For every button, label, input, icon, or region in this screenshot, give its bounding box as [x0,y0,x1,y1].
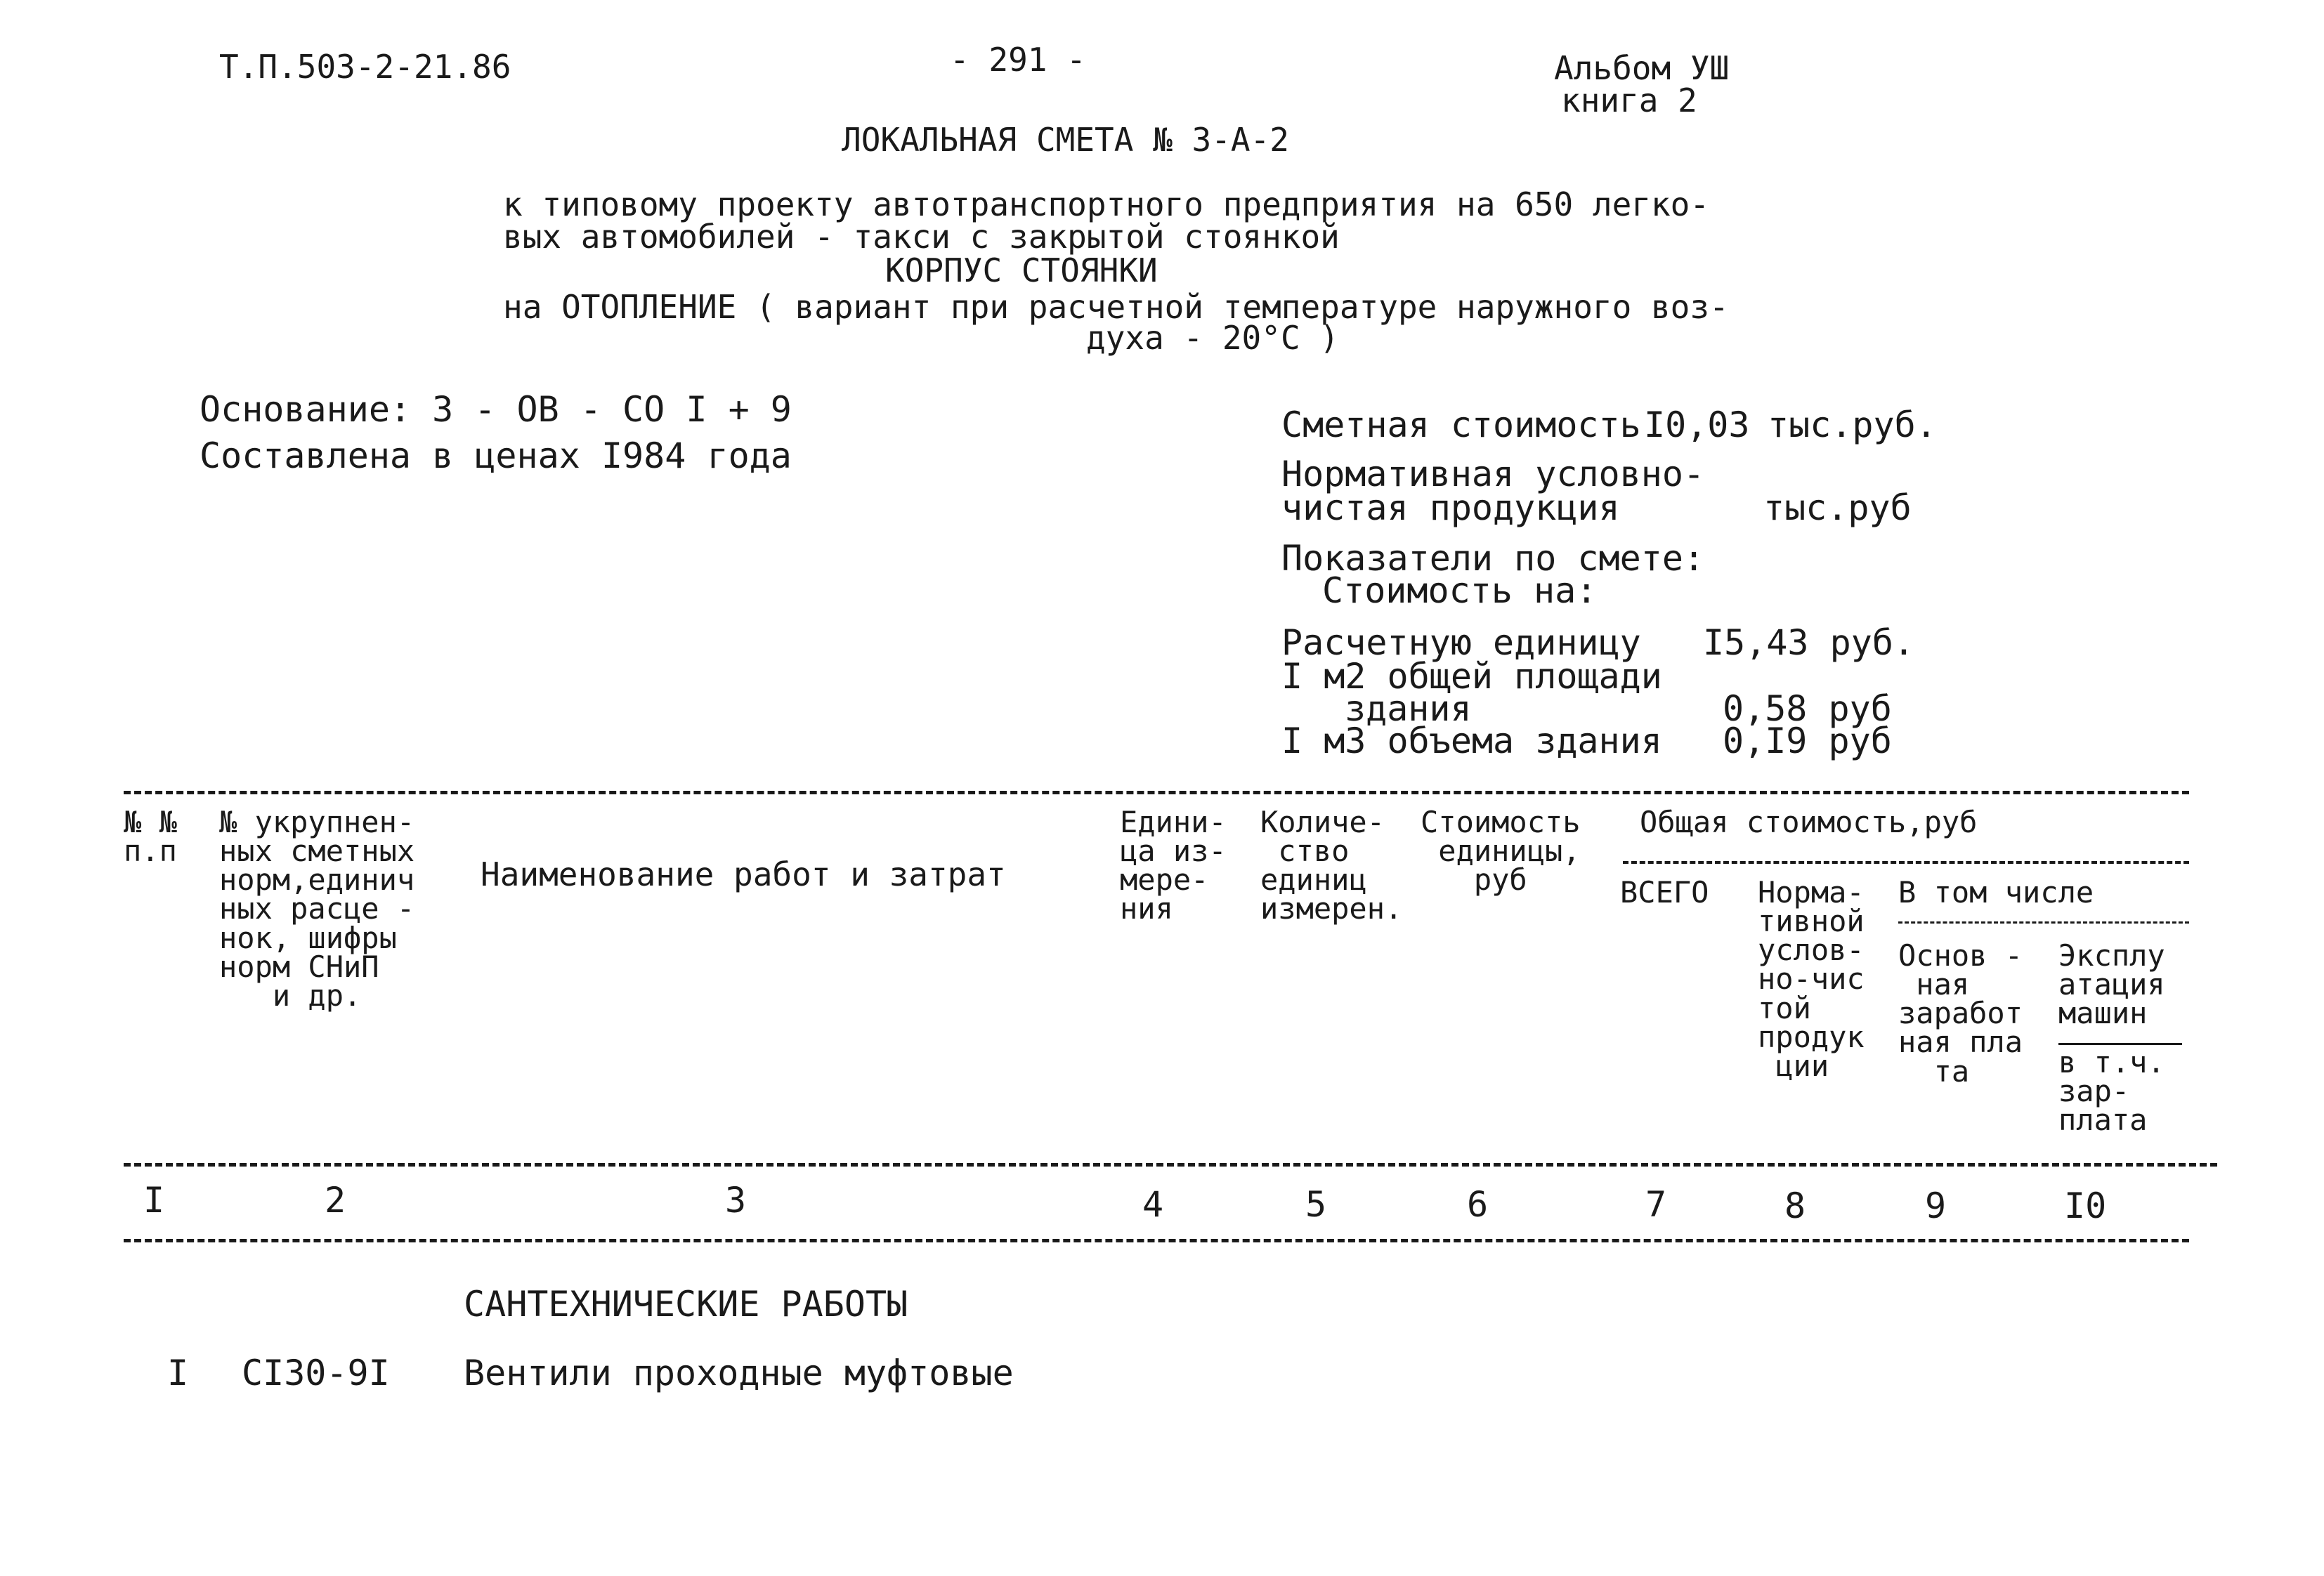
total-group-rule [1623,861,2189,864]
table-top-rule [124,791,2189,794]
m2-cost-label-1: I м2 общей площади [1281,656,1662,697]
title-line-5: духа - 20°С ) [1086,319,1340,357]
estimated-cost-value: I0,03 [1644,405,1750,445]
header-total: ВСЕГО [1620,875,1709,910]
album-label: Альбом УШ [1554,49,1730,87]
cost-per-label: Стоимость на: [1322,570,1598,611]
section-title: САНТЕХНИЧЕСКИЕ РАБОТЫ [464,1284,908,1325]
header-work-name: Наименование работ и затрат [481,855,1006,893]
col-number-6: 6 [1467,1184,1489,1225]
col-number-1: I [143,1180,165,1221]
estimate-title: ЛОКАЛЬНАЯ СМЕТА № 3-А-2 [842,121,1289,159]
col-number-3: 3 [725,1180,747,1221]
title-line-2: вых автомобилей - такси с закрытой стоянкой [503,218,1340,256]
header-row-number: № № п.п [124,805,177,869]
col-number-7: 7 [1645,1184,1667,1225]
header-total-cost-group: Общая стоимость,руб [1640,805,1978,839]
header-bottom-rule [124,1163,2217,1167]
row-code: СI30-9I [242,1353,390,1393]
normative-label-1: Нормативная условно- [1281,454,1705,494]
prices-line: Составлена в ценах I984 года [200,435,792,476]
col-number-5: 5 [1305,1184,1327,1225]
unit-cost-label: Расчетную единицу [1281,622,1641,663]
title-line-4: на ОТОПЛЕНИЕ ( вариант при расчетной температуре наружного воз- [503,288,1729,326]
col-number-2: 2 [325,1180,346,1221]
header-unit-cost: Стоимость единицы, руб [1421,805,1581,898]
header-norm-code: № укрупнен- ных сметных норм,единич ных расце - нок, шифры норм СНиП и др. [219,805,415,1013]
unit-cost-value: I5,43 руб. [1703,622,1915,663]
header-base-salary: Основ - ная заработ ная пла та [1898,938,2023,1089]
book-label: книга 2 [1561,81,1697,119]
header-unit: Едини- ца из- мере- ния [1120,805,1227,926]
column-numbers-rule [124,1239,2189,1242]
header-normative-product: Норма- тивной услов- но-чис той продук ции [1758,875,1865,1083]
page-number: - 291 - [950,41,1086,79]
doc-code: Т.П.503-2-21.86 [219,48,511,86]
col-number-4: 4 [1142,1184,1164,1225]
col-number-10: I0 [2064,1186,2107,1226]
title-line-3: КОРПУС СТОЯНКИ [885,251,1158,289]
header-inclusive-group: В том числе [1898,875,2094,910]
inclusive-group-rule [1898,921,2189,924]
m2-cost-label-2: здания [1345,688,1472,729]
row-number: I [167,1353,189,1393]
header-machine-operation: Эксплу атация машин [2058,938,2165,1031]
header-machine-salary: в т.ч. зар- плата [2058,1045,2165,1138]
row-name: Вентили проходные муфтовые [464,1353,1014,1393]
basis-line: Основание: 3 - ОВ - СО I + 9 [200,389,792,430]
m2-cost-value: 0,58 руб [1723,688,1892,729]
title-line-1: к типовому проекту автотранспортного предприятия на 650 легко- [503,185,1710,223]
col-number-8: 8 [1784,1186,1806,1226]
col-number-9: 9 [1925,1186,1947,1226]
header-quantity: Количе- ство единиц измерен. [1260,805,1403,926]
normative-label-2: чистая продукция [1281,487,1620,528]
indicators-label: Показатели по смете: [1281,538,1705,579]
m3-cost-value: 0,I9 руб [1723,721,1892,761]
m3-cost-label: I м3 объема здания [1281,721,1662,761]
estimated-cost-label: Сметная стоимость [1281,405,1641,445]
estimated-cost-unit: тыс.руб. [1768,405,1937,445]
normative-unit: тыс.руб [1763,487,1912,528]
